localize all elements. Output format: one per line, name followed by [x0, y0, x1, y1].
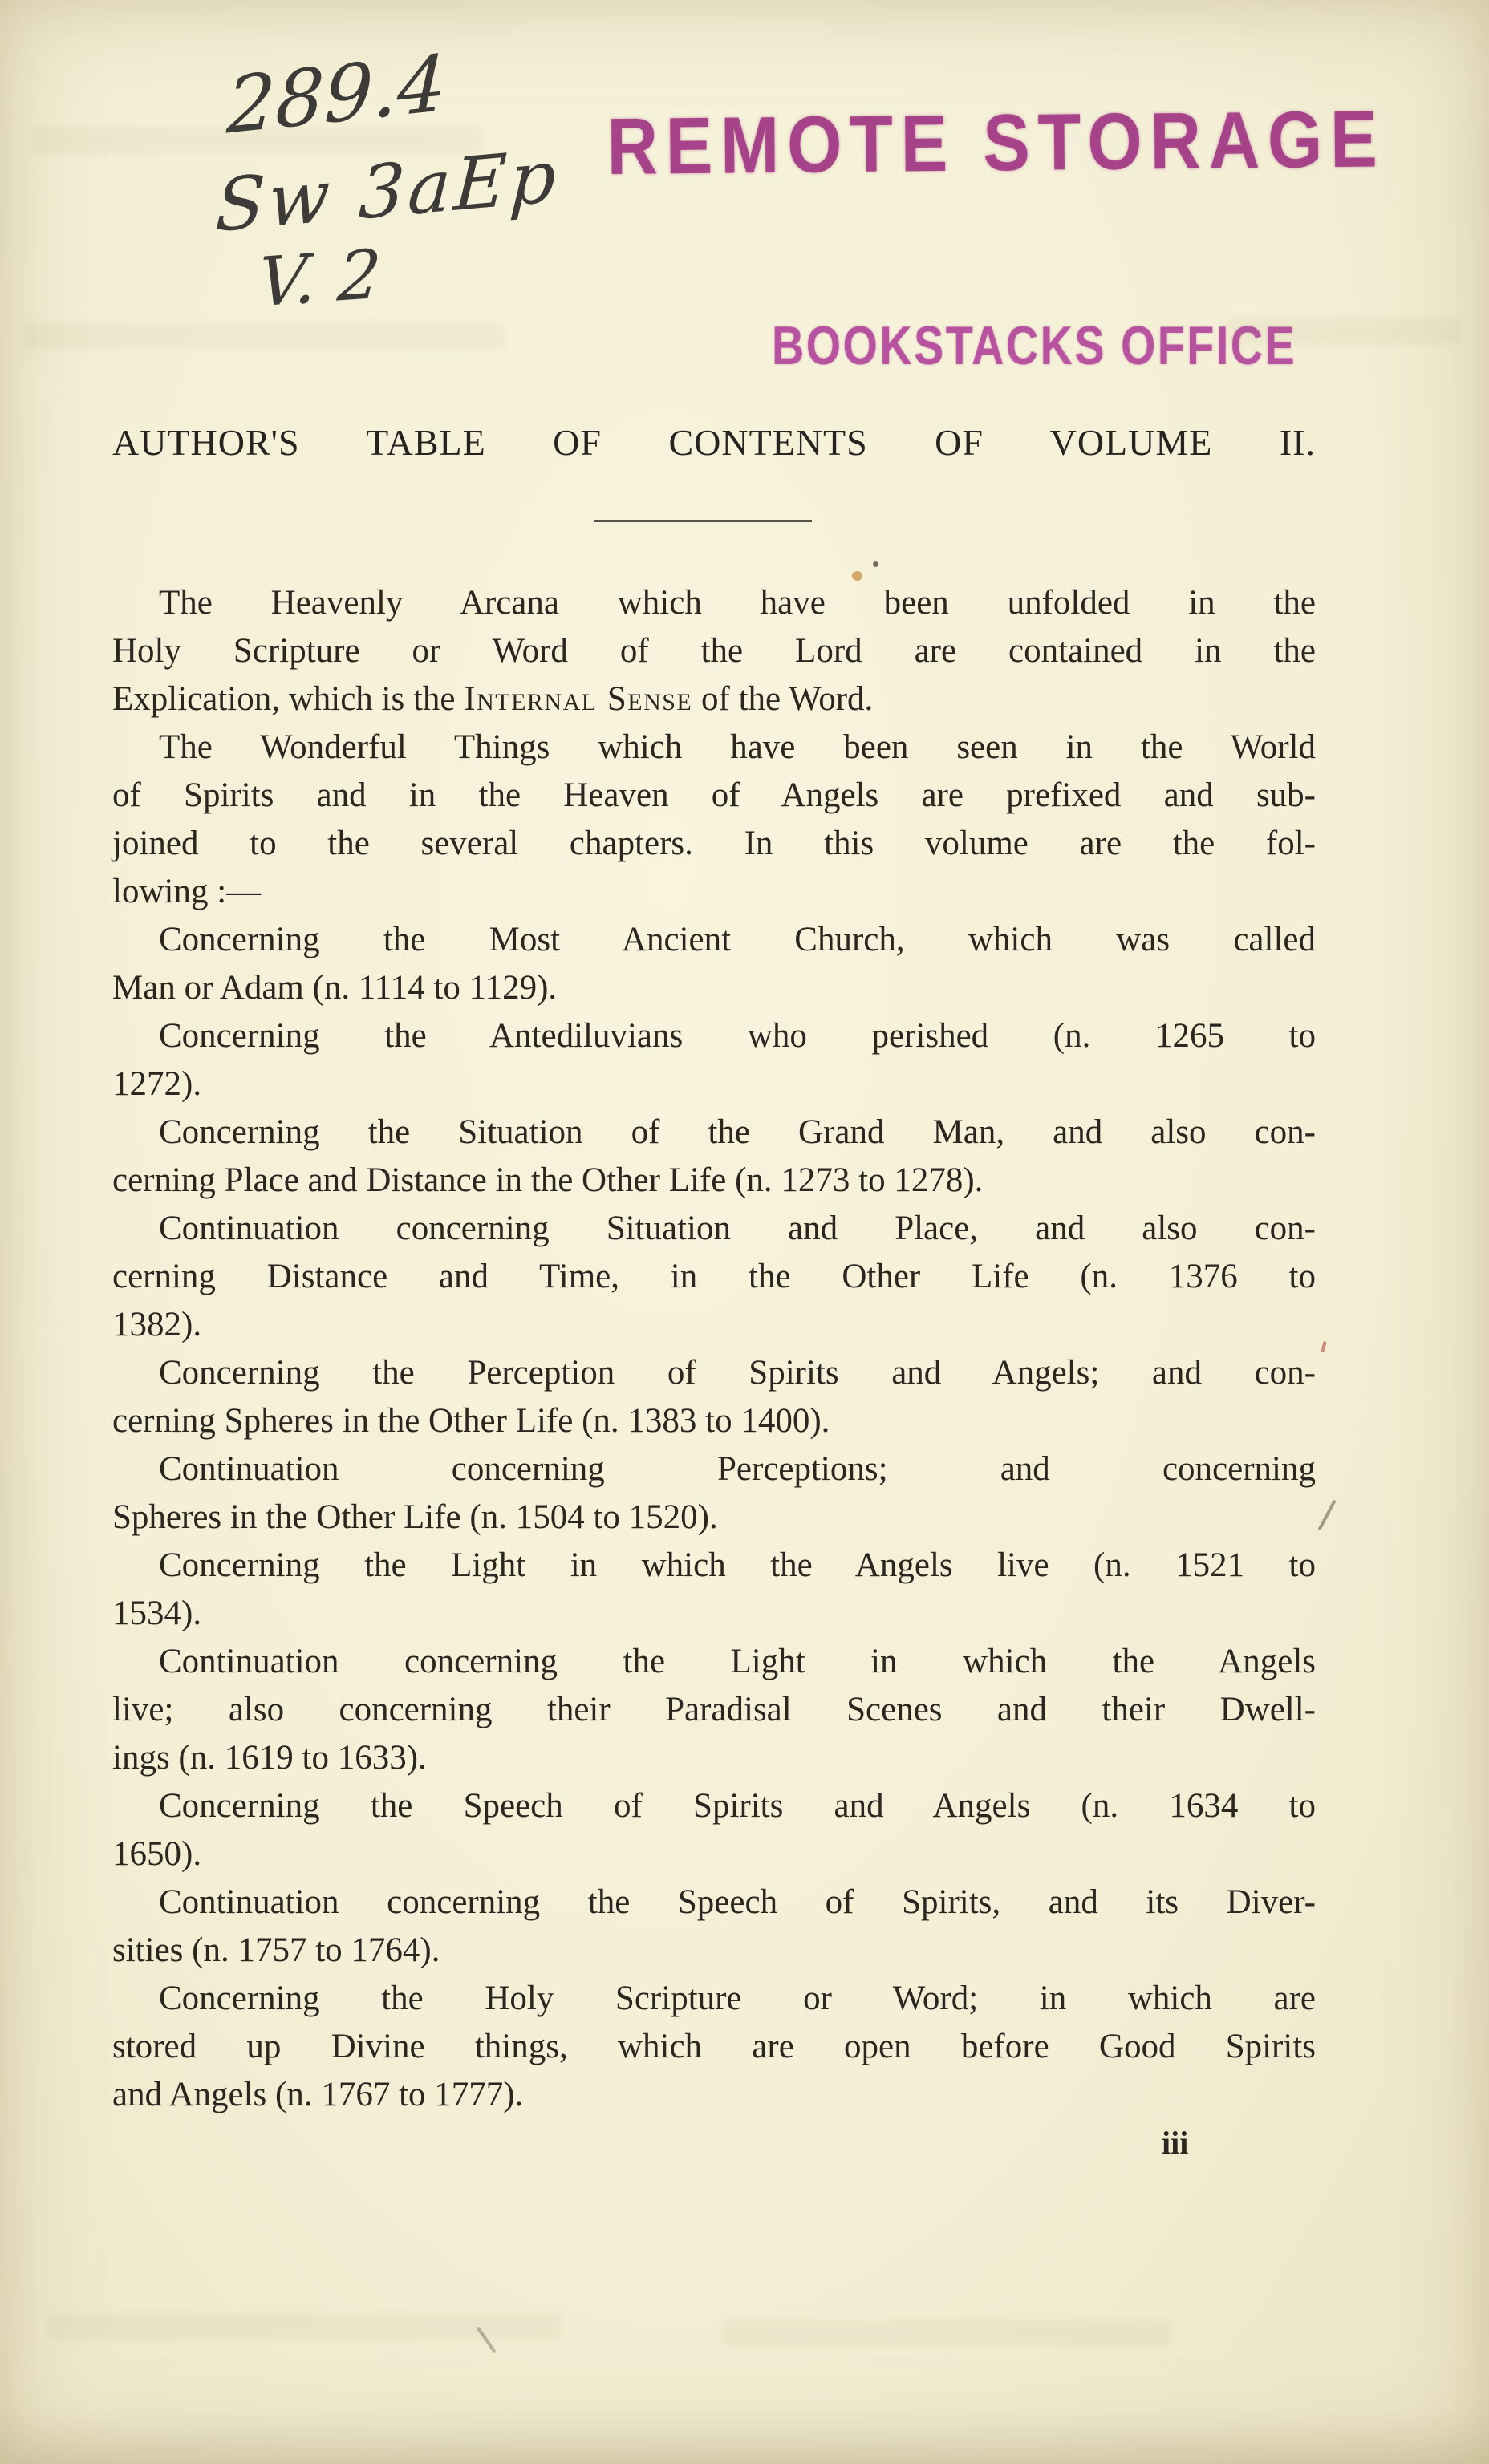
text-line: Concerning the Antediluvians who perished (n. 1265 to [159, 1017, 1316, 1055]
call-number-line-2: Sw 3aEp [213, 133, 562, 249]
text-line: Continuation concerning Situation and Place, and also con- [159, 1210, 1316, 1247]
body-text [112, 579, 1316, 2119]
bookstacks-office-stamp: BOOKSTACKS OFFICE [772, 315, 1297, 376]
text-line: 1272). [112, 1065, 202, 1103]
paragraph [112, 1782, 1316, 1878]
text-line: Continuation concerning the Light in which the Angels [159, 1643, 1316, 1680]
text-line: Spheres in the Other Life (n. 1504 to 1520). [112, 1498, 718, 1536]
show-through-ghost [722, 2320, 1171, 2347]
text-line: live; also concerning their Paradisal Scenes and their Dwell- [112, 1691, 1316, 1728]
foxing-spot [852, 571, 862, 581]
text-line: Concerning the Light in which the Angels live (n. 1521 to [159, 1546, 1316, 1584]
paragraph [112, 1012, 1316, 1108]
text-line: and Angels (n. 1767 to 1777). [112, 2076, 524, 2113]
text-line: cerning Place and Distance in the Other Life (n. 1273 to 1278). [112, 1161, 984, 1199]
pen-mark [1317, 1500, 1336, 1531]
text-line: The Wonderful Things which have been seen in the World [159, 728, 1316, 766]
call-number-line-3: V. 2 [255, 234, 384, 322]
paragraph [112, 1542, 1316, 1638]
paragraph [112, 723, 1316, 916]
text-line: 1534). [112, 1595, 202, 1632]
paragraph [112, 1638, 1316, 1782]
text-line: sities (n. 1757 to 1764). [112, 1931, 440, 1969]
text-line: joined to the several chapters. In this volume are the fol- [112, 825, 1316, 862]
remote-storage-stamp: REMOTE STORAGE [607, 94, 1386, 192]
text-line: Continuation concerning the Speech of Spirits, and its Diver- [159, 1883, 1316, 1921]
text-line: cerning Spheres in the Other Life (n. 1383 to 1400). [112, 1402, 830, 1440]
paragraph [112, 1975, 1316, 2119]
text-line: stored up Divine things, which are open before Good Spirits [112, 2028, 1316, 2065]
paragraph [112, 1878, 1316, 1975]
text-line: 1382). [112, 1306, 202, 1343]
red-fiber-mark [1321, 1341, 1326, 1353]
text-line: Concerning the Perception of Spirits and Angels; and con- [159, 1354, 1316, 1392]
crease-mark [476, 2326, 496, 2353]
page-title: AUTHOR'S TABLE OF CONTENTS OF VOLUME II. [112, 422, 1316, 463]
text-line: ings (n. 1619 to 1633). [112, 1739, 427, 1777]
text-line: The Heavenly Arcana which have been unfolded in the [159, 584, 1316, 622]
divider-rule [594, 520, 812, 522]
text-line: of Spirits and in the Heaven of Angels are prefixed and sub- [112, 776, 1316, 814]
text-line: Explication, which is the Internal Sense of the Word. [112, 680, 874, 718]
text-line: lowing :— [112, 873, 262, 910]
page-number: iii [1162, 2125, 1189, 2161]
text-line: Man or Adam (n. 1114 to 1129). [112, 969, 558, 1007]
text-line: Holy Scripture or Word of the Lord are contained in the [112, 632, 1316, 670]
text-line: Concerning the Most Ancient Church, which was called [159, 921, 1316, 958]
paragraph [112, 1205, 1316, 1349]
paragraph [112, 1349, 1316, 1445]
text-line: Concerning the Speech of Spirits and Angels (n. 1634 to [159, 1787, 1316, 1825]
show-through-ghost [24, 322, 505, 350]
ink-speck [873, 561, 878, 567]
paragraph [112, 1108, 1316, 1205]
text-line: Continuation concerning Perceptions; and concerning [159, 1450, 1316, 1488]
paragraph [112, 1445, 1316, 1542]
paragraph [112, 579, 1316, 723]
text-line: 1650). [112, 1835, 202, 1873]
text-line: Concerning the Situation of the Grand Man, and also con- [159, 1113, 1316, 1151]
text-line: cerning Distance and Time, in the Other Life (n. 1376 to [112, 1258, 1316, 1295]
page-edge-shadow [0, 2408, 1489, 2464]
small-caps-text: Internal Sense [464, 680, 693, 718]
call-number-line-1: 289.4 [225, 38, 448, 152]
paragraph [112, 916, 1316, 1012]
text-line: Concerning the Holy Scripture or Word; in which are [159, 1980, 1316, 2017]
